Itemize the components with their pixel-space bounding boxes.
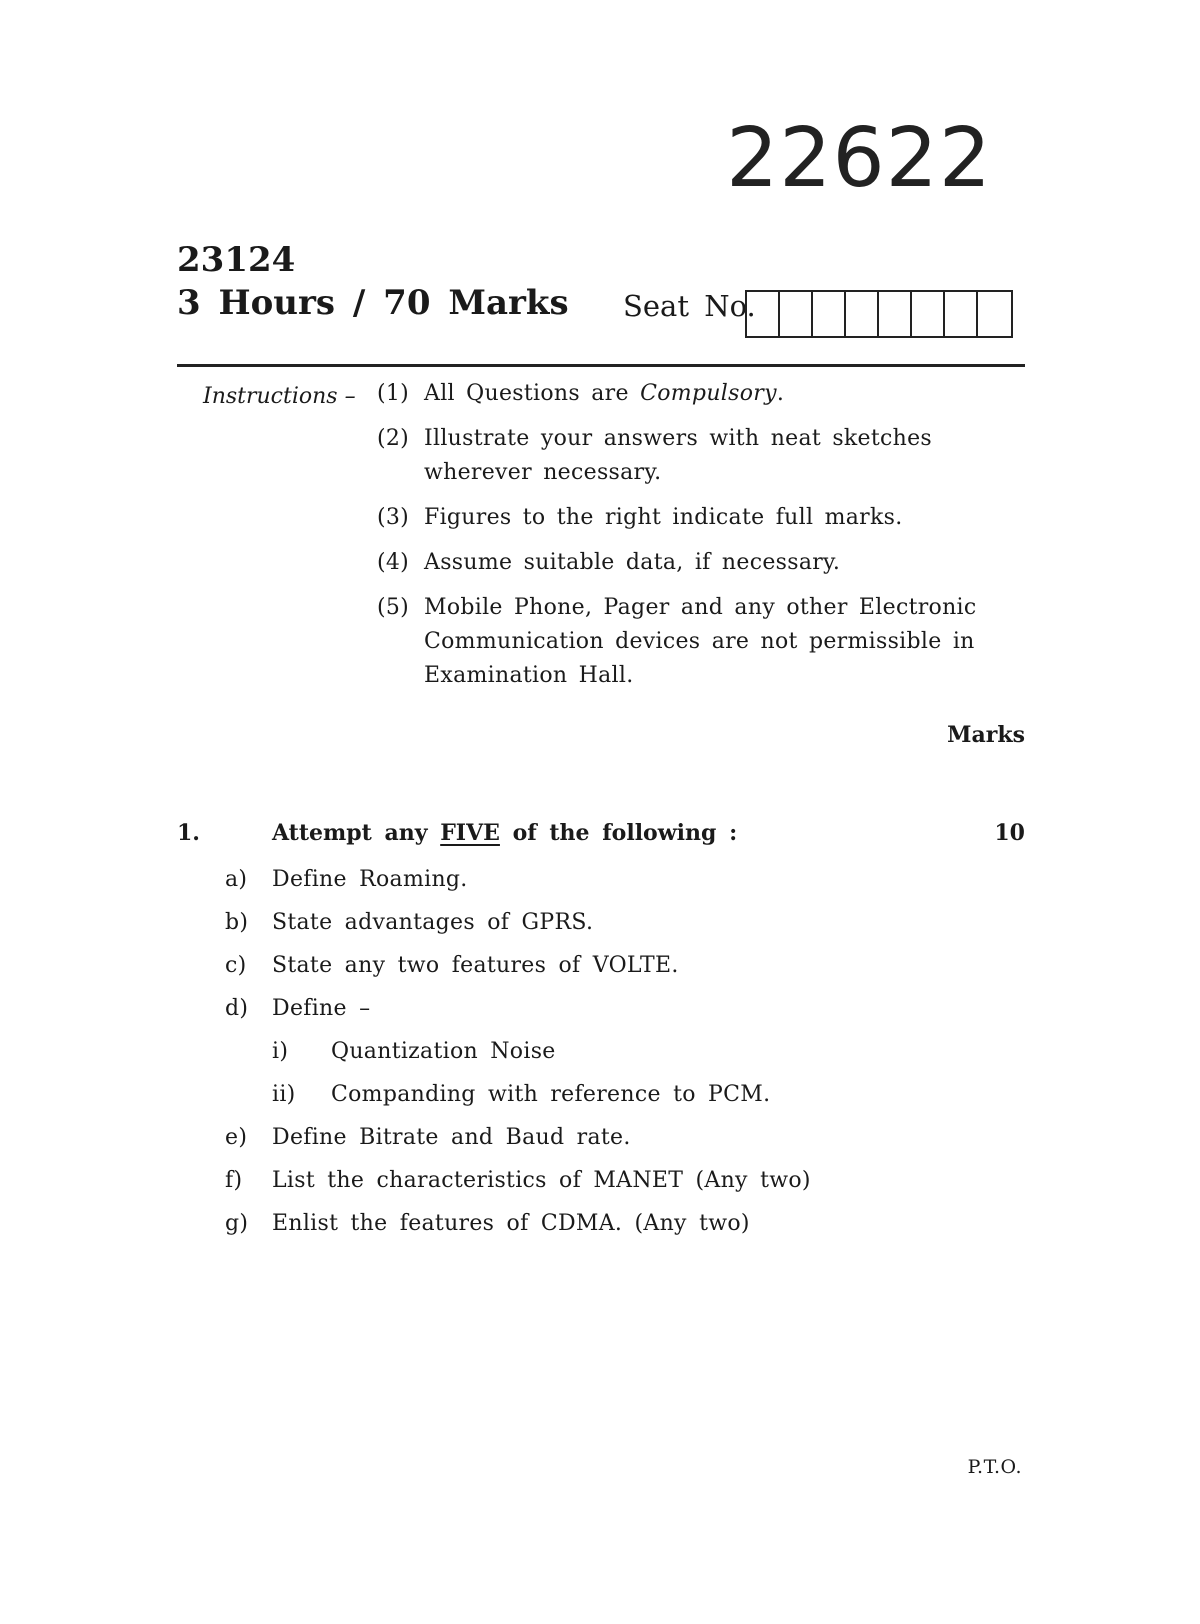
instruction-item bbox=[377, 546, 997, 580]
sub-question-text: State any two features of VOLTE. bbox=[272, 953, 679, 978]
instruction-number: (2) bbox=[377, 426, 410, 451]
seat-number-box bbox=[879, 292, 912, 336]
sub-question bbox=[225, 987, 985, 1030]
sub-question-text: State advantages of GPRS. bbox=[272, 910, 594, 935]
sub-question-text: Define Roaming. bbox=[272, 867, 468, 892]
seat-number-box bbox=[780, 292, 813, 336]
instructions-label: Instructions – bbox=[203, 384, 356, 409]
nested-sub-question bbox=[225, 1073, 985, 1116]
sub-question-list bbox=[225, 858, 985, 1245]
marks-column-heading: Marks bbox=[947, 722, 1025, 748]
sub-question bbox=[225, 1116, 985, 1159]
sub-question-label: f) bbox=[225, 1168, 243, 1193]
nested-sub-question-text: Quantization Noise bbox=[331, 1039, 556, 1064]
sub-question-label: c) bbox=[225, 953, 247, 978]
exam-duration-marks: 3 Hours / 70 Marks bbox=[177, 283, 569, 323]
instruction-text: Assume suitable data, if necessary. bbox=[424, 550, 841, 575]
sub-question-text: List the characteristics of MANET (Any two) bbox=[272, 1168, 811, 1193]
sub-question-label: d) bbox=[225, 996, 249, 1021]
header-divider bbox=[177, 364, 1025, 367]
sub-question bbox=[225, 1202, 985, 1245]
instruction-text: Illustrate your answers with neat sketches wherever necessary. bbox=[424, 426, 933, 485]
instruction-item bbox=[377, 377, 997, 411]
sub-question bbox=[225, 858, 985, 901]
instructions-list bbox=[377, 377, 997, 704]
seat-number-box bbox=[978, 292, 1011, 336]
instruction-text: Figures to the right indicate full marks. bbox=[424, 505, 903, 530]
sub-question-text: Define Bitrate and Baud rate. bbox=[272, 1125, 631, 1150]
please-turn-over: P.T.O. bbox=[967, 1456, 1022, 1478]
sub-question-label: g) bbox=[225, 1211, 249, 1236]
seat-number-boxes bbox=[745, 290, 1013, 338]
sub-question-label: e) bbox=[225, 1125, 248, 1150]
seat-number-box bbox=[945, 292, 978, 336]
sub-question bbox=[225, 944, 985, 987]
instruction-number: (4) bbox=[377, 550, 410, 575]
seat-number-box bbox=[747, 292, 780, 336]
seat-number-box bbox=[912, 292, 945, 336]
sub-question-label: a) bbox=[225, 867, 248, 892]
seat-number-box bbox=[813, 292, 846, 336]
sub-question-label: b) bbox=[225, 910, 249, 935]
instruction-text bbox=[424, 377, 997, 411]
sub-question-text: Enlist the features of CDMA. (Any two) bbox=[272, 1211, 750, 1236]
instruction-item bbox=[377, 422, 997, 490]
instruction-number: (5) bbox=[377, 595, 410, 620]
question-number: 1. bbox=[177, 820, 200, 846]
instruction-text-part: All Questions are bbox=[424, 381, 641, 406]
instruction-emphasis: Compulsory bbox=[640, 381, 777, 406]
instruction-item bbox=[377, 591, 997, 693]
sub-question bbox=[225, 901, 985, 944]
paper-code: 22622 bbox=[726, 111, 992, 206]
question-title-part: of the following : bbox=[499, 820, 738, 846]
instruction-number: (3) bbox=[377, 505, 410, 530]
sub-question-text: Define – bbox=[272, 996, 371, 1021]
nested-sub-question-text: Companding with reference to PCM. bbox=[331, 1082, 771, 1107]
exam-code: 23124 bbox=[177, 240, 296, 280]
seat-number-label: Seat No. bbox=[623, 289, 756, 323]
sub-question bbox=[225, 1159, 985, 1202]
instruction-text-part: . bbox=[776, 381, 785, 406]
question-title-emphasis: FIVE bbox=[440, 820, 500, 846]
instruction-number: (1) bbox=[377, 381, 410, 406]
question-title bbox=[272, 820, 737, 846]
seat-number-box bbox=[846, 292, 879, 336]
question-marks: 10 bbox=[994, 820, 1025, 846]
instruction-text: Mobile Phone, Pager and any other Electronic Communication devices are not permissible in Examination Hall. bbox=[424, 595, 977, 688]
nested-sub-question bbox=[225, 1030, 985, 1073]
instruction-item bbox=[377, 501, 997, 535]
nested-sub-question-label: i) bbox=[272, 1039, 289, 1064]
question-title-part: Attempt any bbox=[272, 820, 441, 846]
nested-sub-question-label: ii) bbox=[272, 1082, 296, 1107]
